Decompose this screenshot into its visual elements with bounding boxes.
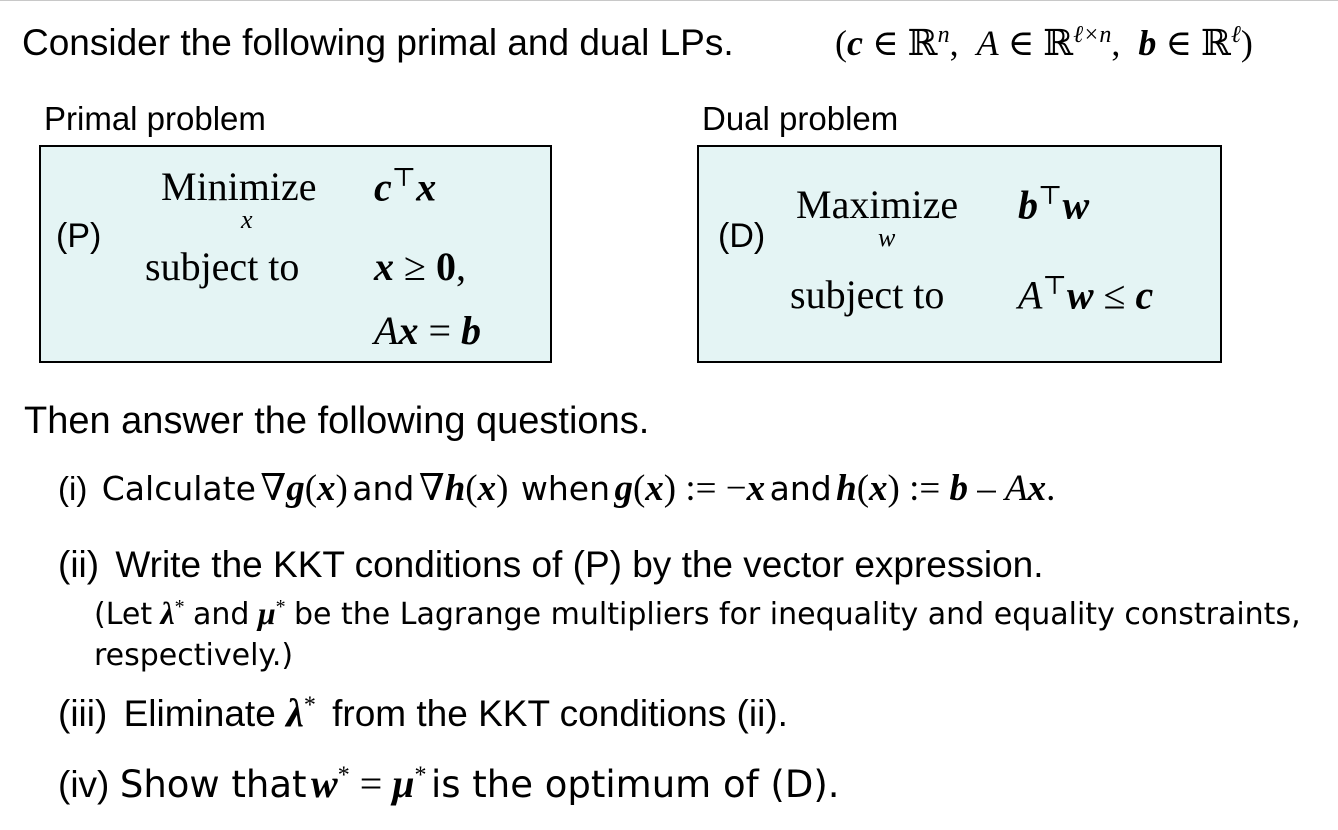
nabla-symbol: ∇ (260, 468, 287, 509)
x-symbol: x (645, 468, 664, 509)
star: * (303, 692, 316, 719)
obj-w: w (1062, 182, 1090, 228)
comma-1: , (949, 23, 959, 63)
q2-text: Write the KKT conditions of (P) by the vector expression. (115, 544, 1044, 585)
primal-objective (374, 163, 436, 210)
q4-post: is the optimum of (D). (430, 763, 840, 806)
A-symbol: A (1005, 468, 1028, 509)
q4-equation (311, 761, 427, 806)
q4-pre: Show that (119, 763, 307, 806)
g-symbol: g (614, 468, 633, 509)
question-2 (58, 544, 1044, 586)
primal-minimize: Minimize (161, 164, 317, 209)
b-symbol: b (949, 468, 969, 509)
primal-min-var: x (241, 205, 253, 234)
c1-op: ≥ (404, 244, 426, 289)
x-symbol: x (746, 468, 766, 509)
def-symbol: := (909, 468, 941, 509)
star: * (337, 762, 350, 789)
q1-and: and (352, 469, 415, 508)
q1-grad-g: ∇g(x) (260, 468, 348, 509)
heading: Consider the following primal and dual LPs. (22, 22, 734, 63)
q2-note-open: (Let (94, 597, 153, 632)
q3-pre: Eliminate (123, 693, 276, 734)
primal-constraint-2 (374, 307, 481, 354)
primal-problem-label: Primal problem (44, 100, 266, 137)
paren-close: ) (1240, 23, 1253, 63)
comma-2: , (1111, 23, 1121, 63)
minus-symbol: – (977, 468, 996, 509)
mu-symbol: μ (257, 595, 276, 631)
mu-symbol: μ (392, 761, 415, 806)
primal-tag: (P) (56, 217, 102, 255)
q1-when: when (520, 469, 610, 508)
c1-comma: , (455, 244, 466, 289)
q1-and-2: and (769, 469, 832, 508)
dual-tag: (D) (718, 217, 766, 255)
q4-number: (iv) (58, 764, 110, 805)
instructions-heading: Then answer the following questions. (24, 400, 650, 442)
dual-problem-label: Dual problem (702, 100, 899, 137)
q1-def-h: h(x) := b – Ax. (836, 468, 1056, 509)
q1-def-g: g(x) := −x (614, 468, 766, 509)
c2-A: A (374, 308, 399, 353)
q3-post: from the KKT conditions (ii). (332, 693, 788, 734)
paren-open: ( (835, 23, 847, 63)
eq-symbol: = (359, 761, 383, 806)
star: * (275, 596, 286, 618)
c-transpose: ⊤ (1042, 271, 1067, 300)
in-symbol-2: ∈ (1007, 23, 1035, 63)
dual-constraint (1018, 271, 1153, 318)
h-symbol: h (836, 468, 857, 509)
nabla-symbol: ∇ (418, 468, 445, 509)
x-symbol: x (1027, 468, 1047, 509)
dim-lxn: ℓ×n (1073, 22, 1112, 48)
q2-number: (ii) (58, 544, 100, 585)
c-op: ≤ (1103, 272, 1126, 318)
var-c: c (847, 23, 863, 63)
question-4 (58, 760, 840, 807)
q2-note-rest: be the Lagrange multipliers for inequality and equality constraints, (293, 597, 1301, 632)
q1-grad-h: ∇h(x) (418, 468, 509, 509)
h-symbol: h (444, 468, 466, 509)
lambda-symbol: λ (160, 595, 175, 631)
primal-constraint-1 (374, 243, 466, 290)
transpose-mark: ⊤ (1038, 181, 1063, 210)
q2-note-and: and (193, 597, 250, 632)
q3-number: (iii) (58, 693, 108, 734)
c2-b: b (461, 308, 481, 353)
g-symbol: g (286, 468, 305, 509)
q1-number: (i) (58, 470, 88, 507)
x-symbol: x (477, 468, 497, 509)
set-membership-note (835, 22, 1253, 64)
star: * (414, 762, 427, 789)
c1-x: x (374, 244, 394, 289)
top-border-line (0, 0, 1338, 1)
in-symbol-3: ∈ (1165, 23, 1192, 63)
real-set-3: ℝ (1201, 23, 1231, 63)
star: * (174, 596, 185, 618)
period: . (1046, 468, 1056, 509)
q2-note-line-2: respectively.) (94, 638, 294, 673)
var-b: b (1138, 23, 1157, 63)
obj-b: b (1018, 182, 1038, 228)
obj-x: x (416, 164, 437, 210)
q2-note-line-1 (94, 595, 1301, 632)
question-1 (58, 466, 1055, 510)
c-w: w (1066, 272, 1094, 318)
var-A: A (976, 23, 999, 63)
q1-calc: Calculate (101, 469, 256, 508)
real-set-2: ℝ (1043, 23, 1074, 63)
dual-objective (1018, 181, 1089, 228)
dim-l: ℓ (1230, 22, 1241, 48)
primal-problem-box (39, 145, 552, 363)
x-symbol: x (869, 468, 888, 509)
dual-subject-to: subject to (790, 272, 945, 317)
x-symbol: x (317, 468, 336, 509)
w-symbol: w (311, 761, 338, 806)
dual-maximize: Maximize (796, 182, 959, 227)
transpose-mark: ⊤ (391, 163, 417, 192)
c-c: c (1135, 272, 1154, 318)
lambda-symbol: λ (286, 690, 304, 735)
dual-problem-box (697, 145, 1222, 363)
primal-subject-to: subject to (145, 244, 300, 289)
dual-max-var: w (878, 223, 896, 252)
in-symbol: ∈ (871, 23, 899, 63)
c-A: A (1018, 272, 1043, 318)
question-3 (58, 689, 788, 736)
c1-zero: 0 (435, 244, 456, 289)
obj-c: c (374, 164, 392, 210)
def-symbol: := (685, 468, 717, 509)
c2-x: x (398, 308, 419, 353)
c2-eq: = (428, 308, 451, 353)
real-set: ℝ (907, 23, 938, 63)
dim-n: n (937, 22, 950, 48)
neg-symbol: − (725, 468, 747, 509)
